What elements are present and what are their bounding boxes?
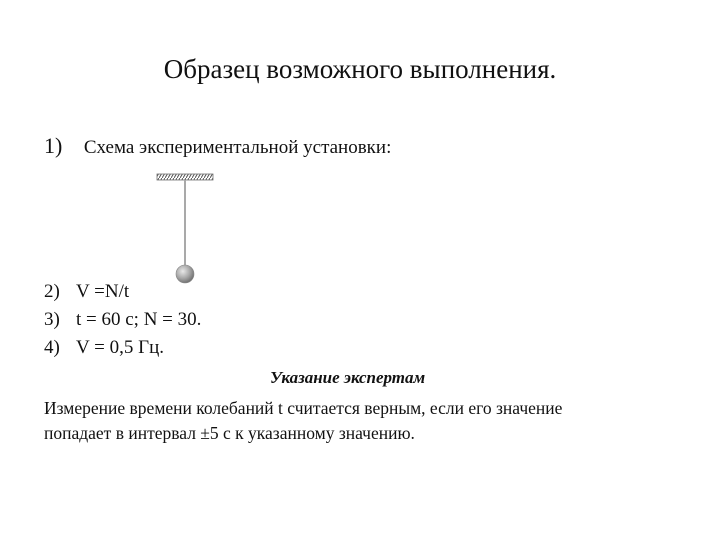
page-title: Образец возможного выполнения. — [163, 54, 557, 84]
pendulum-icon — [150, 168, 220, 288]
step-2 — [44, 278, 201, 306]
item-1-label: Схема экспериментальной установки: — [83, 137, 392, 158]
step-text: V =N/t — [76, 281, 130, 302]
experts-note — [44, 396, 684, 446]
item-1 — [44, 132, 391, 162]
item-1-number: 1) — [44, 133, 63, 158]
step-number: 2) — [44, 281, 60, 302]
step-text: V = 0,5 Гц. — [76, 337, 164, 358]
step-number: 4) — [44, 337, 60, 358]
step-text: t = 60 с; N = 30. — [76, 309, 202, 330]
step-4 — [44, 334, 201, 362]
pendulum-diagram — [150, 168, 220, 293]
experts-note-line-2: попадает в интервал ±5 с к указанному значению. — [44, 423, 415, 443]
step-number: 3) — [44, 309, 60, 330]
steps-list — [44, 278, 201, 362]
step-3 — [44, 306, 201, 334]
experts-note-line-1: Измерение времени колебаний t считается верным, если его значение — [44, 398, 563, 418]
experts-heading: Указание экспертам — [270, 368, 426, 387]
pendulum-mount — [157, 174, 213, 180]
